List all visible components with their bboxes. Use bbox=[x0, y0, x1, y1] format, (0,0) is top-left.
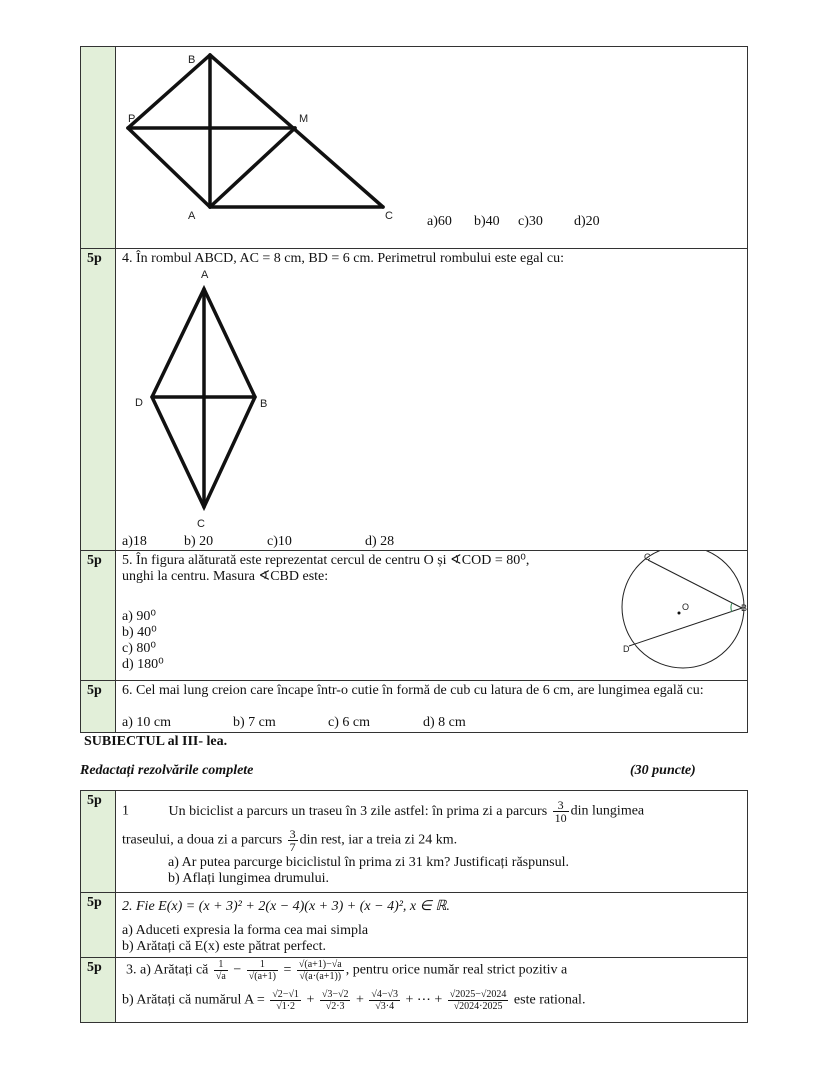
question-6-text: 6. Cel mai lung creion care încape într-o cutie în formă de cub cu latura de 6 cm, are lungimea egală cu: bbox=[122, 683, 704, 698]
question-4-text: 4. În rombul ABCD, AC = 8 cm, BD = 6 cm. Perimetrul rombului este egal cu: bbox=[122, 251, 564, 266]
fraction: $\frac{1}{√a}$ bbox=[215, 959, 226, 982]
ellipsis: + ⋯ + bbox=[405, 992, 443, 1008]
question-5-line2: unghi la centru. Masura ∢CBD este: bbox=[122, 569, 329, 584]
point-a-label: A bbox=[188, 210, 196, 222]
score-cell: 5p bbox=[80, 550, 115, 681]
section-instruction: Redactați rezolvările complete bbox=[80, 763, 254, 778]
question-6-cell bbox=[115, 680, 748, 733]
rhombus-figure bbox=[115, 248, 415, 538]
point-c-label: C bbox=[385, 210, 393, 222]
problem-1-text: Un biciclist a parcurs un traseu în 3 zile astfel: în prima zi a parcurs bbox=[168, 803, 548, 819]
answer-b: b) 7 cm bbox=[233, 715, 276, 730]
answer-d: d)20 bbox=[574, 214, 600, 229]
fraction: $\frac{1}{√(a+1)}$ bbox=[248, 959, 276, 982]
fraction: $\frac{√2-√1}{√1\cdot 2}$ bbox=[272, 989, 299, 1012]
problem-2-expression: 2. Fie E(x) = (x + 3)² + 2(x − 4)(x + 3) + (x − 4)², x ∈ ℝ. bbox=[122, 899, 450, 914]
answer-a: a) 90⁰ bbox=[122, 609, 156, 624]
problem-2-part-a: a) Aduceti expresia la forma cea mai simpla bbox=[122, 923, 369, 938]
section-title: SUBIECTUL al III- lea. bbox=[84, 734, 228, 749]
score-cell: 5p bbox=[80, 680, 115, 733]
fraction: $\frac{√(a+1)-√a}{√(a\cdot(a+1))}$ bbox=[298, 959, 342, 982]
score-cell: 5p bbox=[80, 892, 115, 958]
problem-3-part-b-text: este rational. bbox=[513, 992, 586, 1008]
score-cell: 5p bbox=[80, 790, 115, 893]
answer-d: d) 28 bbox=[365, 534, 395, 549]
question-5-line1: 5. În figura alăturată este reprezentat cercul de centru O și ∢COD = 80⁰, bbox=[122, 553, 530, 568]
circle-figure bbox=[611, 551, 749, 681]
question-3-cell bbox=[115, 46, 748, 249]
problem-1-part-b: b) Aflați lungimea drumului. bbox=[168, 871, 329, 886]
question-5-cell bbox=[115, 550, 748, 681]
fraction: $\frac{3}{7}$ bbox=[289, 827, 296, 854]
answer-b: b) 20 bbox=[184, 534, 214, 549]
fraction: $\frac{√4-√3}{√3\cdot 4}$ bbox=[371, 989, 398, 1012]
problem-3-cell: 3. a) Arătați că $\frac{1}{√a}$ − $\frac{1}{√(a+1)}$ = $\frac{√(a+1)-√a}{√(a\cdot(a+1))}$ , pentru orice număr real strict pozitiv a b) Arătați că numărul A = $\frac{√2-√1}{√1\cdot 2}$ + $\frac{√3-√2}{√2\cdot 3}$ + $\frac{√4-√3}{√3\cdot 4}$ + ⋯ + $\frac{√2025-√2024}{√2024\cdot 2025}$ este rational. bbox=[115, 957, 748, 1023]
answer-c: c)10 bbox=[267, 534, 292, 549]
problem-1-part-a: a) Ar putea parcurge biciclistul în prima zi 31 km? Justificați răspunsul. bbox=[168, 855, 569, 870]
answer-d: d) 180⁰ bbox=[122, 657, 164, 672]
problem-3-part-b: b) Arătați că numărul A = bbox=[122, 992, 265, 1008]
answer-c: c) 6 cm bbox=[328, 715, 370, 730]
point-o-label: O bbox=[682, 602, 690, 612]
answer-b: b)40 bbox=[474, 214, 500, 229]
answer-d: d) 8 cm bbox=[423, 715, 466, 730]
point-b-label: B bbox=[188, 54, 196, 66]
point-b-label: B bbox=[260, 398, 268, 410]
point-p-label: P bbox=[128, 113, 136, 125]
point-c-label: C bbox=[197, 518, 205, 530]
answer-c: c)30 bbox=[518, 214, 543, 229]
fraction: $\frac{√2025-√2024}{√2024\cdot 2025}$ bbox=[449, 989, 507, 1012]
score-cell: 5p bbox=[80, 248, 115, 551]
problem-2-part-b: b) Arătați că E(x) este pătrat perfect. bbox=[122, 939, 327, 954]
answer-a: a) 10 cm bbox=[122, 715, 171, 730]
point-b-label: B bbox=[741, 603, 748, 613]
answer-c: c) 80⁰ bbox=[122, 641, 156, 656]
problem-1-cell bbox=[115, 790, 748, 893]
problem-3-part-a: 3. a) Arătați că bbox=[126, 962, 209, 978]
problem-3-part-a-text: , pentru orice număr real strict pozitiv a bbox=[345, 962, 568, 978]
answer-a: a)60 bbox=[427, 214, 452, 229]
problem-1-text: din lungimea bbox=[570, 803, 645, 819]
problem-1-text: traseului, a doua zi a parcurs bbox=[122, 832, 283, 848]
answer-b: b) 40⁰ bbox=[122, 625, 157, 640]
fraction: $\frac{√3-√2}{√2\cdot 3}$ bbox=[321, 989, 349, 1012]
section-points: (30 puncte) bbox=[630, 763, 696, 778]
point-d-label: D bbox=[623, 644, 630, 654]
problem-1-text: din rest, iar a treia zi 24 km. bbox=[299, 832, 458, 848]
score-cell bbox=[80, 46, 115, 249]
fraction: $\frac{3}{10}$ bbox=[554, 798, 567, 825]
point-c-label: C bbox=[644, 552, 651, 562]
point-a-label: A bbox=[201, 269, 209, 281]
point-m-label: M bbox=[299, 113, 309, 125]
point-d-label: D bbox=[135, 397, 143, 409]
question-4-cell bbox=[115, 248, 748, 551]
problem-1-number: 1 bbox=[122, 803, 129, 819]
score-cell: 5p bbox=[80, 957, 115, 1023]
answer-a: a)18 bbox=[122, 534, 147, 549]
problem-2-cell bbox=[115, 892, 748, 958]
